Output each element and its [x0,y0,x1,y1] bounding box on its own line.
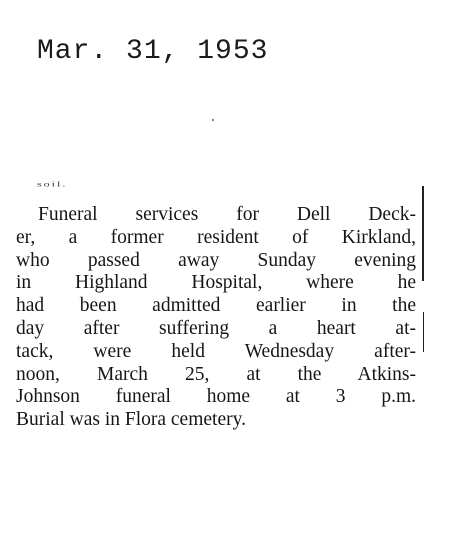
article-line: er, a former resident of Kirkland, [16,226,416,248]
clipping-cut-edge [422,186,424,281]
article-line: Johnson funeral home at 3 p.m. [16,386,416,408]
obituary-article [16,204,416,432]
article-line: tack, were held Wednesday after- [16,340,416,362]
clipping-top-fragment: soil. [37,180,68,189]
clipping-cut-edge-lower [423,312,424,352]
article-line: had been admitted earlier in the [16,295,416,317]
article-line: in Highland Hospital, where he [16,272,416,294]
article-line: noon, March 25, at the Atkins- [16,363,416,385]
article-line: day after suffering a heart at- [16,317,416,339]
article-line: Burial was in Flora cemetery. [16,409,246,431]
article-line: Funeral services for Dell Deck- [38,204,416,225]
article-line: who passed away Sunday evening [16,249,416,271]
paper-speck [212,119,214,121]
clipping-date: Mar. 31, 1953 [37,36,269,67]
